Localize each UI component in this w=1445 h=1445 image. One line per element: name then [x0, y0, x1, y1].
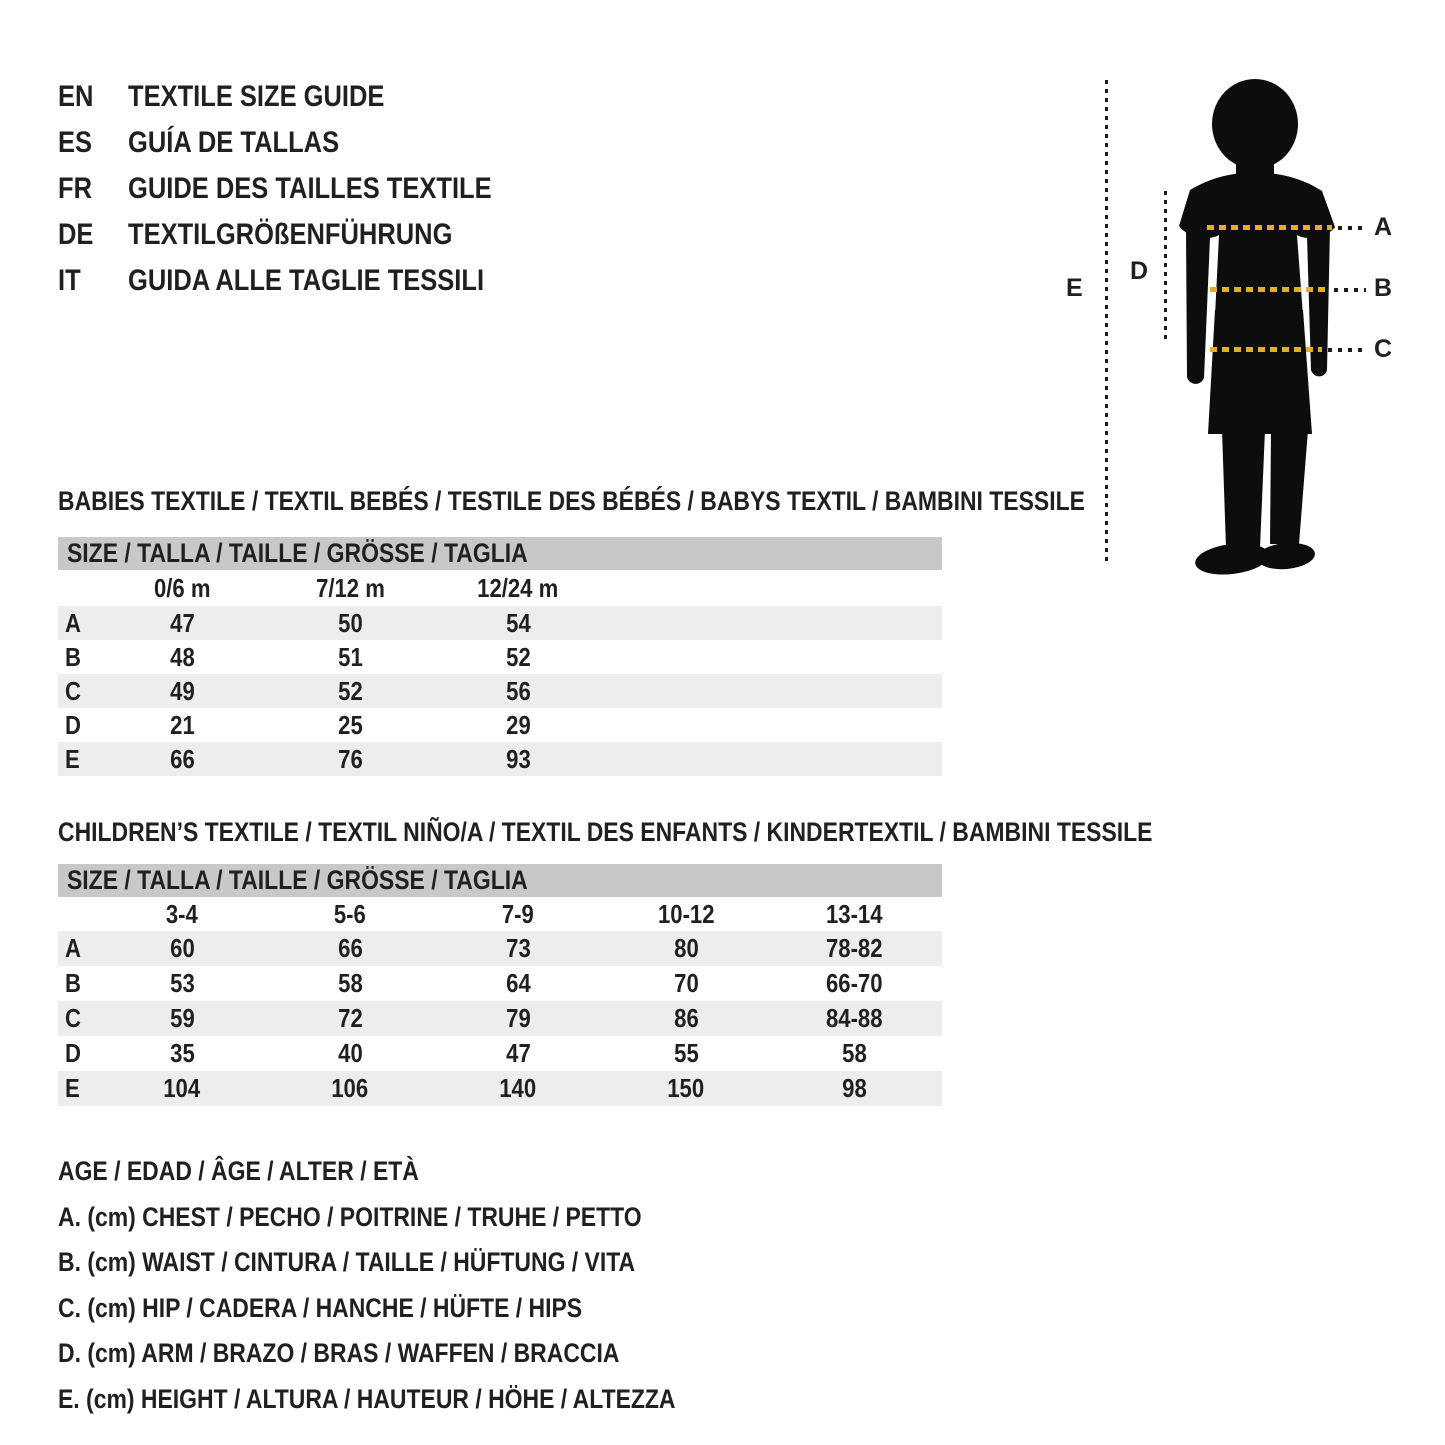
- language-code: DE: [58, 218, 94, 251]
- language-code: EN: [58, 80, 94, 113]
- row-label: B: [65, 968, 81, 998]
- table-row: C 49 52 56: [58, 674, 942, 708]
- row-label: A: [65, 607, 81, 638]
- babies-size-header-bar: SIZE / TALLA / TAILLE / GRÖSSE / TAGLIA: [58, 537, 942, 570]
- babies-col-7-12m: 7/12 m: [315, 572, 385, 603]
- babies-col-0-6m: 0/6 m: [153, 572, 211, 603]
- measurement-legend: [58, 1149, 784, 1422]
- row-label: D: [65, 1038, 81, 1068]
- language-code: ES: [58, 126, 93, 159]
- table-row: D 21 25 29: [58, 708, 942, 742]
- legend-hip: C. (cm) HIP / CADERA / HANCHE / HÜFTE / HIPS: [58, 1292, 583, 1323]
- chest-measure-dash: [1207, 225, 1332, 230]
- guide-title-it: GUIDA ALLE TAGLIE TESSILI: [128, 264, 485, 297]
- figure-label-b: B: [1374, 274, 1393, 302]
- legend-chest: A. (cm) CHEST / PECHO / POITRINE / TRUHE / PETTO: [58, 1201, 642, 1232]
- row-label: B: [65, 641, 81, 672]
- guide-title-fr: GUIDE DES TAILLES TEXTILE: [128, 172, 492, 205]
- row-label: E: [65, 743, 80, 774]
- figure-label-c: C: [1374, 335, 1393, 363]
- hip-measure-leader: [1328, 348, 1366, 352]
- arm-measure-line: [1164, 191, 1167, 343]
- table-row: A 60 66 73 80 78-82: [58, 931, 942, 966]
- babies-size-table: [58, 537, 942, 776]
- babies-col-12-24m: 12/24 m: [477, 572, 559, 603]
- row-label: D: [65, 709, 81, 740]
- waist-measure-leader: [1334, 288, 1366, 292]
- row-label: A: [65, 933, 81, 963]
- children-col-10-12: 10-12: [657, 898, 715, 929]
- table-row: E 66 76 93: [58, 742, 942, 776]
- language-code: IT: [58, 264, 81, 297]
- waist-measure-dash: [1210, 287, 1328, 292]
- guide-title-es: GUÍA DE TALLAS: [128, 126, 340, 159]
- row-label: E: [65, 1073, 80, 1103]
- row-label: C: [65, 1003, 81, 1033]
- legend-age: AGE / EDAD / ÂGE / ALTER / ETÀ: [58, 1156, 419, 1187]
- legend-arm: D. (cm) ARM / BRAZO / BRAS / WAFFEN / BRACCIA: [58, 1338, 620, 1369]
- row-label: C: [65, 675, 81, 706]
- language-row-en: [58, 74, 556, 120]
- language-row-fr: [58, 166, 556, 212]
- guide-title-en: TEXTILE SIZE GUIDE: [128, 80, 385, 113]
- table-row: A 47 50 54: [58, 606, 942, 640]
- table-row: C 59 72 79 86 84-88: [58, 1001, 942, 1036]
- children-col-7-9: 7-9: [502, 898, 534, 929]
- table-row: E 104 106 140 150 98: [58, 1071, 942, 1106]
- language-row-it: [58, 258, 556, 304]
- babies-column-header-row: [58, 570, 942, 606]
- children-section-title: CHILDREN’S TEXTILE / TEXTIL NIÑO/A / TEXTIL DES ENFANTS / KINDERTEXTIL / BAMBINI TESSILE: [58, 817, 1153, 847]
- children-col-5-6: 5-6: [334, 898, 366, 929]
- children-size-table: [58, 864, 942, 1106]
- table-row: B 48 51 52: [58, 640, 942, 674]
- children-column-header-row: [58, 897, 942, 931]
- table-row: D 35 40 47 55 58: [58, 1036, 942, 1071]
- children-size-header-bar: SIZE / TALLA / TAILLE / GRÖSSE / TAGLIA: [58, 864, 942, 897]
- chest-measure-leader: [1338, 226, 1366, 230]
- table-row: B 53 58 64 70 66-70: [58, 966, 942, 1001]
- legend-waist: B. (cm) WAIST / CINTURA / TAILLE / HÜFTUNG / VITA: [58, 1247, 636, 1278]
- language-code: FR: [58, 172, 92, 205]
- figure-label-e: E: [1066, 274, 1083, 302]
- figure-label-d: D: [1130, 257, 1149, 285]
- figure-label-a: A: [1374, 213, 1393, 241]
- children-col-3-4: 3-4: [166, 898, 198, 929]
- hip-measure-dash: [1210, 347, 1322, 352]
- language-row-es: [58, 120, 556, 166]
- legend-height: E. (cm) HEIGHT / ALTURA / HAUTEUR / HÖHE / ALTEZZA: [58, 1383, 676, 1414]
- language-row-de: [58, 212, 556, 258]
- babies-section-title: BABIES TEXTILE / TEXTIL BEBÉS / TESTILE DES BÉBÉS / BABYS TEXTIL / BAMBINI TESSILE: [58, 486, 1085, 516]
- guide-title-de: TEXTILGRÖßENFÜHRUNG: [128, 218, 453, 251]
- language-title-list: [58, 74, 556, 304]
- children-col-13-14: 13-14: [825, 898, 883, 929]
